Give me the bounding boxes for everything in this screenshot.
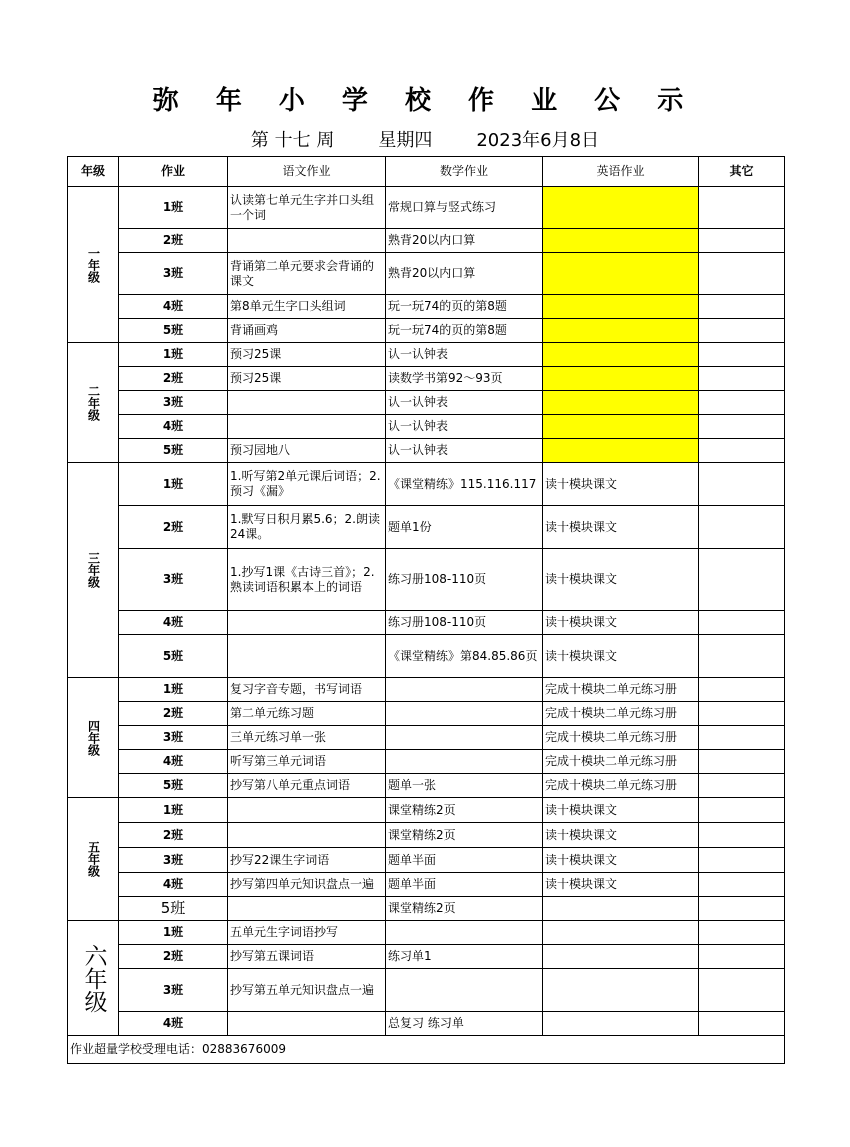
english-homework-cell [543, 415, 699, 439]
english-homework-cell [543, 921, 699, 945]
chinese-homework-cell [228, 229, 386, 253]
chinese-homework-cell: 认读第七单元生字并口头组一个词 [228, 187, 386, 229]
math-homework-cell: 练习册108-110页 [386, 611, 543, 635]
subtitle [0, 126, 850, 152]
table-row [68, 391, 785, 415]
english-homework-cell [543, 367, 699, 391]
class-label: 3班 [119, 969, 228, 1012]
math-homework-cell: 题单半面 [386, 848, 543, 873]
other-homework-cell [699, 823, 785, 848]
other-homework-cell [699, 549, 785, 611]
other-homework-cell [699, 702, 785, 726]
table-row [68, 798, 785, 823]
english-homework-cell [543, 253, 699, 295]
english-homework-cell [543, 969, 699, 1012]
table-row [68, 1012, 785, 1036]
math-homework-cell: 玩一玩74的页的第8题 [386, 319, 543, 343]
english-homework-cell [543, 439, 699, 463]
other-homework-cell [699, 295, 785, 319]
math-homework-cell: 课堂精练2页 [386, 798, 543, 823]
chinese-homework-cell [228, 391, 386, 415]
chinese-homework-cell [228, 823, 386, 848]
class-label: 5班 [119, 439, 228, 463]
chinese-homework-cell [228, 635, 386, 678]
class-label: 5班 [119, 635, 228, 678]
english-homework-cell [543, 945, 699, 969]
chinese-homework-cell: 复习字音专题，书写词语 [228, 678, 386, 702]
class-label: 5班 [119, 897, 228, 921]
english-homework-cell [543, 391, 699, 415]
math-homework-cell [386, 750, 543, 774]
grade-label: 三年级 [68, 463, 119, 678]
math-homework-cell: 熟背20以内口算 [386, 253, 543, 295]
math-homework-cell: 读数学书第92～93页 [386, 367, 543, 391]
class-label: 4班 [119, 1012, 228, 1036]
other-homework-cell [699, 678, 785, 702]
chinese-homework-cell: 预习25课 [228, 367, 386, 391]
english-homework-cell: 读十模块课文 [543, 611, 699, 635]
other-homework-cell [699, 1012, 785, 1036]
class-label: 1班 [119, 921, 228, 945]
other-homework-cell [699, 848, 785, 873]
math-homework-cell [386, 678, 543, 702]
header-homework: 作业 [119, 157, 228, 187]
chinese-homework-cell [228, 1012, 386, 1036]
chinese-homework-cell: 三单元练习单一张 [228, 726, 386, 750]
table-row [68, 319, 785, 343]
english-homework-cell: 读十模块课文 [543, 798, 699, 823]
other-homework-cell [699, 187, 785, 229]
class-label: 2班 [119, 229, 228, 253]
chinese-homework-cell: 1.听写第2单元课后词语；2.预习《漏》 [228, 463, 386, 506]
class-label: 2班 [119, 702, 228, 726]
other-homework-cell [699, 726, 785, 750]
table-row [68, 343, 785, 367]
math-homework-cell: 总复习 练习单 [386, 1012, 543, 1036]
math-homework-cell: 题单1份 [386, 506, 543, 549]
table-row [68, 702, 785, 726]
chinese-homework-cell [228, 897, 386, 921]
math-homework-cell [386, 969, 543, 1012]
math-homework-cell: 题单一张 [386, 774, 543, 798]
english-homework-cell: 完成十模块二单元练习册 [543, 726, 699, 750]
table-row [68, 921, 785, 945]
class-label: 2班 [119, 945, 228, 969]
english-homework-cell: 读十模块课文 [543, 549, 699, 611]
other-homework-cell [699, 873, 785, 897]
math-homework-cell [386, 921, 543, 945]
other-homework-cell [699, 969, 785, 1012]
chinese-homework-cell: 背诵第二单元要求会背诵的课文 [228, 253, 386, 295]
chinese-homework-cell: 第二单元练习题 [228, 702, 386, 726]
header-row [68, 157, 785, 187]
header-english: 英语作业 [543, 157, 699, 187]
other-homework-cell [699, 506, 785, 549]
table-row [68, 439, 785, 463]
chinese-homework-cell [228, 611, 386, 635]
table-row [68, 549, 785, 611]
english-homework-cell: 完成十模块二单元练习册 [543, 750, 699, 774]
homework-table [67, 156, 785, 1064]
other-homework-cell [699, 750, 785, 774]
other-homework-cell [699, 367, 785, 391]
complaint-hotline: 作业超量学校受理电话：02883676009 [68, 1036, 785, 1064]
class-label: 5班 [119, 319, 228, 343]
grade-label: 二年级 [68, 343, 119, 463]
chinese-homework-cell: 抄写第八单元重点词语 [228, 774, 386, 798]
other-homework-cell [699, 319, 785, 343]
class-label: 1班 [119, 678, 228, 702]
chinese-homework-cell [228, 798, 386, 823]
table-row [68, 295, 785, 319]
table-row [68, 726, 785, 750]
chinese-homework-cell: 预习园地八 [228, 439, 386, 463]
math-homework-cell: 课堂精练2页 [386, 823, 543, 848]
other-homework-cell [699, 897, 785, 921]
header-chinese: 语文作业 [228, 157, 386, 187]
class-label: 3班 [119, 726, 228, 750]
table-row [68, 253, 785, 295]
chinese-homework-cell: 背诵画鸡 [228, 319, 386, 343]
english-homework-cell [543, 1012, 699, 1036]
chinese-homework-cell: 第8单元生字口头组词 [228, 295, 386, 319]
week-label: 第 十七 周 [250, 130, 335, 151]
class-label: 3班 [119, 391, 228, 415]
english-homework-cell: 读十模块课文 [543, 848, 699, 873]
math-homework-cell: 课堂精练2页 [386, 897, 543, 921]
class-label: 5班 [119, 774, 228, 798]
table-row [68, 229, 785, 253]
chinese-homework-cell: 抄写22课生字词语 [228, 848, 386, 873]
class-label: 1班 [119, 463, 228, 506]
math-homework-cell: 常规口算与竖式练习 [386, 187, 543, 229]
math-homework-cell: 认一认钟表 [386, 439, 543, 463]
table-row [68, 463, 785, 506]
class-label: 4班 [119, 295, 228, 319]
weekday-label: 星期四 [378, 130, 433, 151]
math-homework-cell: 熟背20以内口算 [386, 229, 543, 253]
math-homework-cell: 练习单1 [386, 945, 543, 969]
english-homework-cell [543, 319, 699, 343]
math-homework-cell: 玩一玩74的页的第8题 [386, 295, 543, 319]
other-homework-cell [699, 798, 785, 823]
table-row [68, 678, 785, 702]
math-homework-cell [386, 702, 543, 726]
class-label: 2班 [119, 506, 228, 549]
chinese-homework-cell: 五单元生字词语抄写 [228, 921, 386, 945]
class-label: 3班 [119, 549, 228, 611]
class-label: 2班 [119, 367, 228, 391]
other-homework-cell [699, 921, 785, 945]
header-grade: 年级 [68, 157, 119, 187]
grade-label: 四年级 [68, 678, 119, 798]
chinese-homework-cell: 1.默写日积月累5.6；2.朗读24课。 [228, 506, 386, 549]
math-homework-cell: 认一认钟表 [386, 415, 543, 439]
other-homework-cell [699, 463, 785, 506]
table-row [68, 823, 785, 848]
math-homework-cell: 认一认钟表 [386, 343, 543, 367]
table-row [68, 611, 785, 635]
english-homework-cell: 读十模块课文 [543, 506, 699, 549]
table-row [68, 635, 785, 678]
other-homework-cell [699, 945, 785, 969]
table-row [68, 774, 785, 798]
class-label: 1班 [119, 187, 228, 229]
class-label: 4班 [119, 750, 228, 774]
math-homework-cell: 《课堂精练》115.116.117 [386, 463, 543, 506]
table-row [68, 848, 785, 873]
chinese-homework-cell: 抄写第五单元知识盘点一遍 [228, 969, 386, 1012]
english-homework-cell [543, 187, 699, 229]
other-homework-cell [699, 253, 785, 295]
grade-label: 六年级 [68, 921, 119, 1036]
table-body [68, 187, 785, 1036]
chinese-homework-cell: 预习25课 [228, 343, 386, 367]
english-homework-cell: 完成十模块二单元练习册 [543, 774, 699, 798]
math-homework-cell: 练习册108-110页 [386, 549, 543, 611]
math-homework-cell [386, 726, 543, 750]
english-homework-cell [543, 343, 699, 367]
table-row [68, 945, 785, 969]
other-homework-cell [699, 611, 785, 635]
class-label: 4班 [119, 611, 228, 635]
table-row [68, 969, 785, 1012]
class-label: 4班 [119, 873, 228, 897]
date-label: 2023年6月8日 [476, 130, 600, 151]
other-homework-cell [699, 391, 785, 415]
page-title: 弥 年 小 学 校 作 业 公 示 [152, 86, 698, 116]
other-homework-cell [699, 635, 785, 678]
chinese-homework-cell: 1.抄写1课《古诗三首》；2.熟读词语积累本上的词语 [228, 549, 386, 611]
english-homework-cell: 读十模块课文 [543, 873, 699, 897]
grade-label: 一年级 [68, 187, 119, 343]
class-label: 2班 [119, 823, 228, 848]
math-homework-cell: 题单半面 [386, 873, 543, 897]
other-homework-cell [699, 439, 785, 463]
other-homework-cell [699, 343, 785, 367]
header-math: 数学作业 [386, 157, 543, 187]
class-label: 1班 [119, 343, 228, 367]
class-label: 4班 [119, 415, 228, 439]
english-homework-cell [543, 897, 699, 921]
table-row [68, 187, 785, 229]
english-homework-cell: 读十模块课文 [543, 823, 699, 848]
other-homework-cell [699, 415, 785, 439]
english-homework-cell: 读十模块课文 [543, 635, 699, 678]
math-homework-cell: 认一认钟表 [386, 391, 543, 415]
table-row [68, 506, 785, 549]
footer-row [68, 1036, 785, 1064]
class-label: 3班 [119, 848, 228, 873]
english-homework-cell: 读十模块课文 [543, 463, 699, 506]
english-homework-cell: 完成十模块二单元练习册 [543, 702, 699, 726]
table-row [68, 750, 785, 774]
table-row [68, 873, 785, 897]
table-row [68, 367, 785, 391]
table-row [68, 897, 785, 921]
chinese-homework-cell: 听写第三单元词语 [228, 750, 386, 774]
class-label: 1班 [119, 798, 228, 823]
english-homework-cell [543, 229, 699, 253]
header-other: 其它 [699, 157, 785, 187]
chinese-homework-cell: 抄写第五课词语 [228, 945, 386, 969]
chinese-homework-cell: 抄写第四单元知识盘点一遍 [228, 873, 386, 897]
chinese-homework-cell [228, 415, 386, 439]
grade-label: 五年级 [68, 798, 119, 921]
other-homework-cell [699, 229, 785, 253]
table-row [68, 415, 785, 439]
class-label: 3班 [119, 253, 228, 295]
other-homework-cell [699, 774, 785, 798]
english-homework-cell: 完成十模块二单元练习册 [543, 678, 699, 702]
math-homework-cell: 《课堂精练》第84.85.86页 [386, 635, 543, 678]
english-homework-cell [543, 295, 699, 319]
